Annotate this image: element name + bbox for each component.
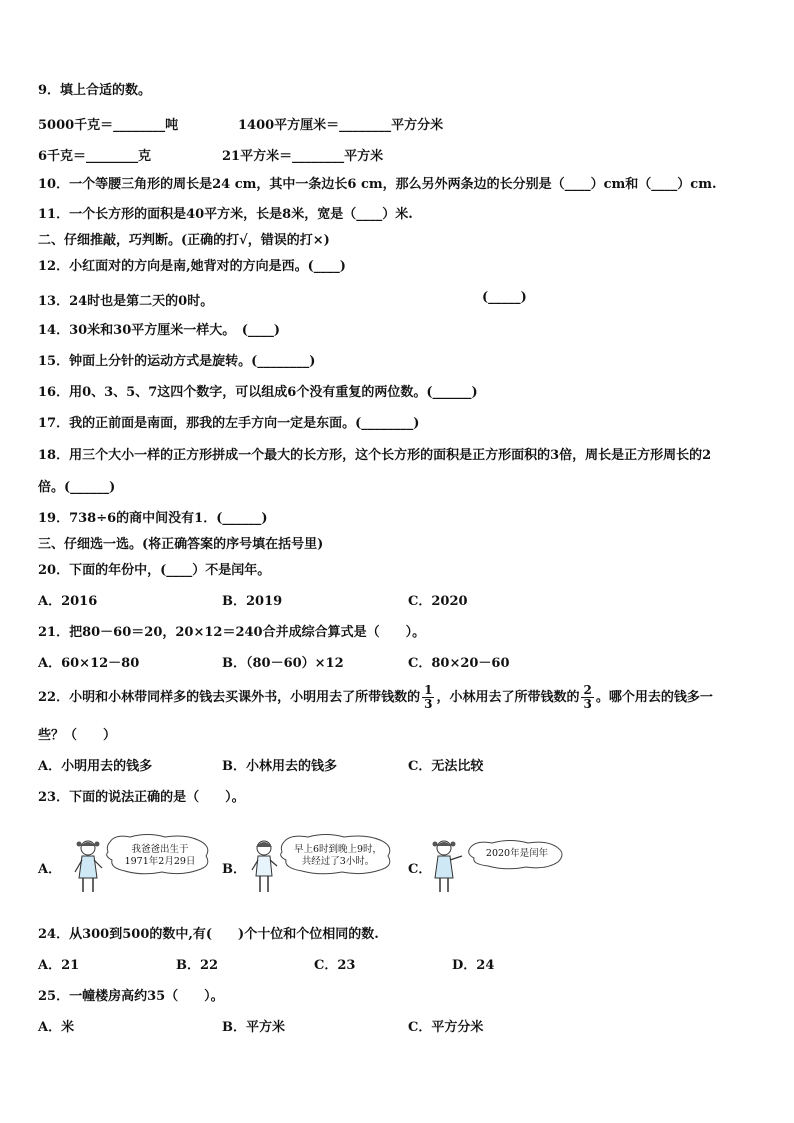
q23-label-c[interactable]: C．: [408, 862, 432, 877]
q25-option-b[interactable]: B．平方米: [222, 1020, 285, 1035]
q9-item-b: 1400平方厘米＝________平方分米: [238, 118, 444, 133]
q22-stem-part-c: 。哪个用去的钱多一: [595, 690, 713, 705]
q21-options: [38, 655, 764, 673]
q24-option-b[interactable]: B．22: [176, 958, 219, 973]
q12-text: 12．小红面对的方向是南,她背对的方向是西。(____): [38, 259, 346, 274]
bubble-b-line2: 共经过了3小时。: [301, 856, 375, 867]
q20-option-b[interactable]: B．2019: [222, 594, 283, 609]
section-2-heading: 二、仔细推敲，巧判断。(正确的打√，错误的打×): [38, 233, 330, 248]
speech-bubble-c: [474, 848, 560, 860]
q11-text: 11．一个长方形的面积是40平方米，长是8米，宽是（____）米.: [38, 207, 413, 222]
q24-option-c[interactable]: C．23: [314, 958, 356, 973]
q21-option-c[interactable]: C．80×20－60: [408, 656, 510, 671]
q25-options: [38, 1019, 764, 1037]
q24-option-d[interactable]: D．24: [452, 958, 495, 973]
q19-text: 19．738÷6的商中间没有1．(______): [38, 511, 268, 526]
q22-options: [38, 758, 764, 776]
q18-line1: 18．用三个大小一样的正方形拼成一个最大的长方形，这个长方形的面积是正方形面积的3倍，周长是正方形周长的2: [38, 448, 712, 463]
section-3-heading: 三、仔细选一选。(将正确答案的序号填在括号里): [38, 537, 324, 552]
q24-option-a[interactable]: A．21: [38, 958, 80, 973]
q25-option-a[interactable]: A．米: [38, 1020, 75, 1035]
q25-option-c[interactable]: C．平方分米: [408, 1020, 484, 1035]
q22-stem-part-a: 22．小明和小林带同样多的钱去买课外书，小明用去了所带钱数的: [38, 690, 421, 705]
q23-picture-b: [246, 834, 396, 900]
q23-stem: 23．下面的说法正确的是（ ）。: [38, 790, 245, 805]
q9-item-c: 6千克＝________克: [38, 149, 152, 164]
q24-options: [38, 957, 764, 975]
q10-text: 10．一个等腰三角形的周长是24 cm，其中一条边长6 cm，那么另外两条边的长分别是（____）cm和（____）cm.: [38, 177, 717, 192]
q16-text: 16．用0、3、5、7这四个数字，可以组成6个没有重复的两位数。(______): [38, 385, 478, 400]
fraction-one-third: [422, 684, 434, 711]
bubble-c-line1: 2020年是闰年: [485, 848, 549, 859]
girl-pointing-icon: [430, 834, 565, 900]
q20-options: [38, 593, 764, 611]
q20-option-a[interactable]: A．2016: [38, 594, 98, 609]
q24-stem: 24．从300到500的数中,有( )个十位和个位相同的数.: [38, 927, 379, 942]
q18-line2: 倍。(______): [38, 480, 116, 495]
bubble-a-line2: 1971年2月29日: [124, 856, 196, 867]
q22-stem-part-b: ，小林用去了所带钱数的: [436, 690, 580, 705]
q21-stem: 21．把80－60＝20，20×12＝240合并成综合算式是（ ）。: [38, 625, 426, 640]
q9-stem: 9．填上合适的数。: [38, 83, 152, 98]
q15-text: 15．钟面上分针的运动方式是旋转。(________): [38, 354, 316, 369]
q22-option-c[interactable]: C．无法比较: [408, 759, 484, 774]
q23-label-b[interactable]: B．: [222, 862, 246, 877]
q22-option-a[interactable]: A．小明用去的钱多: [38, 759, 153, 774]
q17-text: 17．我的正前面是南面，那我的左手方向一定是东面。(________): [38, 416, 420, 431]
q21-option-b[interactable]: B．（80－60）×12: [222, 656, 344, 671]
fraction-two-thirds: [581, 684, 593, 711]
bubble-b-line1: 早上6时到晚上9时，: [293, 844, 383, 855]
q13-text: 13．24时也是第二天的0时。: [38, 294, 214, 309]
q23-picture-a: [70, 834, 215, 900]
q9-item-a: 5000千克＝________吨: [38, 118, 179, 133]
speech-bubble-a: [114, 844, 206, 868]
q22-option-b[interactable]: B．小林用去的钱多: [222, 759, 337, 774]
q23-label-a[interactable]: A．: [38, 862, 62, 877]
q13-blank: (_____): [482, 290, 527, 305]
q21-option-a[interactable]: A．60×12－80: [38, 656, 140, 671]
q23-picture-c: [430, 834, 565, 900]
bubble-a-line1: 我爸爸出生于: [131, 844, 189, 855]
speech-bubble-b: [288, 844, 388, 868]
fraction-denominator: 3: [424, 697, 433, 711]
q20-option-c[interactable]: C．2020: [408, 594, 468, 609]
q14-text: 14．30米和30平方厘米一样大。 (____): [38, 323, 281, 338]
q22-stem: [38, 684, 764, 711]
fraction-denominator: 3: [583, 697, 592, 711]
q25-stem: 25．一幢楼房高约35（ ）。: [38, 989, 224, 1004]
q9-item-d: 21平方米＝________平方米: [222, 149, 384, 164]
fraction-numerator: 2: [583, 683, 592, 697]
q20-stem: 20．下面的年份中，(____）不是闰年。: [38, 563, 271, 578]
fraction-numerator: 1: [424, 683, 433, 697]
q22-line2: 些？（ ）: [38, 728, 117, 743]
